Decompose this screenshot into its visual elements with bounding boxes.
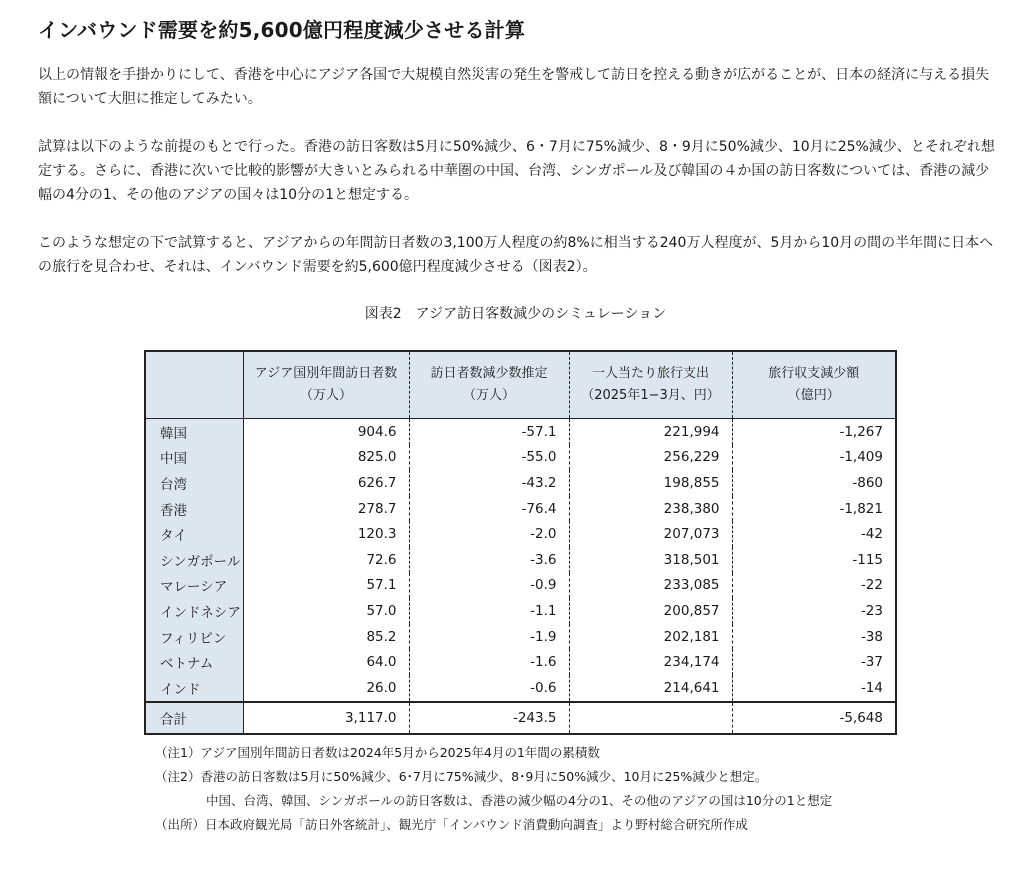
visitors-cell: 72.6 — [366, 551, 397, 568]
source-note: （出所）日本政府観光局「訪日外客統計」、観光庁「インバウンド消費動向調査」より野村総合研究所作成 — [155, 817, 748, 832]
visitors-cell: 57.1 — [366, 577, 397, 594]
spend-cell: 221,994 — [569, 419, 732, 445]
decrease-cell: -43.2 — [409, 470, 569, 496]
country-cell: ベトナム — [145, 649, 243, 675]
country-cell: 中国 — [145, 445, 243, 471]
spend-cell: 198,855 — [569, 470, 732, 496]
header-spend-line1: 一人当たり旅行支出 — [591, 366, 709, 381]
table-header-row — [145, 351, 896, 419]
loss-cell: -37 — [732, 649, 896, 675]
visitors-cell: 57.0 — [366, 602, 397, 619]
decrease-cell: -1.9 — [409, 624, 569, 650]
total-decrease-cell: -243.5 — [409, 702, 569, 734]
country-cell: インドネシア — [145, 598, 243, 624]
header-loss-line2: （億円） — [787, 388, 840, 403]
loss-cell: -1,409 — [732, 445, 896, 471]
decrease-cell: -0.6 — [409, 675, 569, 702]
loss-cell: -1,267 — [732, 419, 896, 445]
decrease-cell: -2.0 — [409, 521, 569, 547]
country-cell: シンガポール — [145, 547, 243, 573]
total-visitors-cell: 3,117.0 — [243, 702, 409, 734]
header-decrease — [409, 351, 569, 419]
spend-cell: 238,380 — [569, 496, 732, 522]
header-decrease-line1: 訪日者数減少数推定 — [430, 366, 548, 381]
country-cell: マレーシア — [145, 573, 243, 599]
table-row — [145, 624, 896, 650]
header-spend — [569, 351, 732, 419]
visitors-cell: 120.3 — [357, 526, 397, 543]
spend-cell: 214,641 — [569, 675, 732, 702]
spend-cell: 207,073 — [569, 521, 732, 547]
spend-cell: 318,501 — [569, 547, 732, 573]
total-label-cell: 合計 — [145, 702, 243, 734]
country-cell: 韓国 — [145, 419, 243, 445]
visitors-cell: 278.7 — [357, 500, 397, 517]
decrease-cell: -55.0 — [409, 445, 569, 471]
decrease-cell: -1.1 — [409, 598, 569, 624]
loss-cell: -38 — [732, 624, 896, 650]
note-2: （注2）香港の訪日客数は5月に50%減少、6･7月に75%減少、8･9月に50%減少、10月に25%減少と想定。 — [155, 769, 768, 784]
spend-cell: 200,857 — [569, 598, 732, 624]
loss-cell: -860 — [732, 470, 896, 496]
visitors-cell: 64.0 — [366, 654, 397, 671]
country-cell: タイ — [145, 521, 243, 547]
table-row — [145, 649, 896, 675]
country-cell: 香港 — [145, 496, 243, 522]
note-1: （注1）アジア国別年間訪日者数は2024年5月から2025年4月の1年間の累積数 — [155, 745, 600, 760]
decrease-cell: -0.9 — [409, 573, 569, 599]
decrease-cell: -3.6 — [409, 547, 569, 573]
loss-cell: -42 — [732, 521, 896, 547]
table-row — [145, 419, 896, 445]
table-row — [145, 445, 896, 471]
table-row — [145, 573, 896, 599]
simulation-table — [144, 350, 897, 735]
table-total-row — [145, 702, 896, 734]
spend-cell: 202,181 — [569, 624, 732, 650]
country-cell: インド — [145, 675, 243, 702]
paragraph-assumptions: 試算は以下のような前提のもとで行った。香港の訪日客数は5月に50%減少、6・7月に75%減少、8・9月に50%減少、10月に25%減少、とそれぞれ想定する。さらに、香港に次いで比較的影響が大きいとみられる中華圏の中国、台湾、シンガポール及び韓国の４か国の訪日客数については、香港の減少幅の4分の1、その他のアジアの国々は10分の1と想定する。 — [38, 139, 995, 203]
loss-cell: -22 — [732, 573, 896, 599]
table-row — [145, 470, 896, 496]
loss-cell: -23 — [732, 598, 896, 624]
header-spend-line2: （2025年1−3月、円） — [581, 388, 720, 403]
visitors-cell: 85.2 — [366, 628, 397, 645]
table-row — [145, 675, 896, 702]
article-title: インバウンド需要を約5,600億円程度減少させる計算 — [38, 18, 526, 42]
visitors-cell: 626.7 — [357, 474, 397, 491]
spend-cell: 233,085 — [569, 573, 732, 599]
loss-cell: -1,821 — [732, 496, 896, 522]
visitors-cell: 26.0 — [366, 679, 397, 696]
visitors-cell: 825.0 — [357, 449, 397, 466]
table-row — [145, 521, 896, 547]
header-decrease-line2: （万人） — [462, 388, 515, 403]
table-row — [145, 598, 896, 624]
total-spend-cell — [569, 702, 732, 734]
country-cell: 台湾 — [145, 470, 243, 496]
total-loss-cell: -5,648 — [732, 702, 896, 734]
loss-cell: -115 — [732, 547, 896, 573]
decrease-cell: -57.1 — [409, 419, 569, 445]
paragraph-intro: 以上の情報を手掛かりにして、香港を中心にアジア各国で大規模自然災害の発生を警戒して訪日を控える動きが広がることが、日本の経済に与える損失額について大胆に推定してみたい。 — [38, 67, 990, 107]
table-notes — [155, 741, 832, 837]
decrease-cell: -76.4 — [409, 496, 569, 522]
table-row — [145, 547, 896, 573]
spend-cell: 234,174 — [569, 649, 732, 675]
table-row — [145, 496, 896, 522]
decrease-cell: -1.6 — [409, 649, 569, 675]
note-2-continued: 中国、台湾、韓国、シンガポールの訪日客数は、香港の減少幅の4分の1、その他のアジアの国は10分の1と想定 — [206, 793, 833, 808]
header-loss-line1: 旅行収支減少額 — [768, 366, 860, 381]
header-visitors-line2: （万人） — [299, 388, 352, 403]
figure-title: 図表2 アジア訪日客数減少のシミュレーション — [364, 306, 667, 322]
visitors-cell: 904.6 — [357, 423, 397, 440]
header-visitors — [243, 351, 409, 419]
header-visitors-line1: アジア国別年間訪日者数 — [254, 366, 398, 381]
header-loss — [732, 351, 896, 419]
country-cell: フィリピン — [145, 624, 243, 650]
loss-cell: -14 — [732, 675, 896, 702]
spend-cell: 256,229 — [569, 445, 732, 471]
paragraph-result: このような想定の下で試算すると、アジアからの年間訪日者数の3,100万人程度の約8%に相当する240万人程度が、5月から10月の間の半年間に日本への旅行を見合わせ、それは、インバウンド需要を約5,600億円程度減少させる（図表2）。 — [38, 235, 994, 275]
header-corner — [145, 351, 243, 419]
